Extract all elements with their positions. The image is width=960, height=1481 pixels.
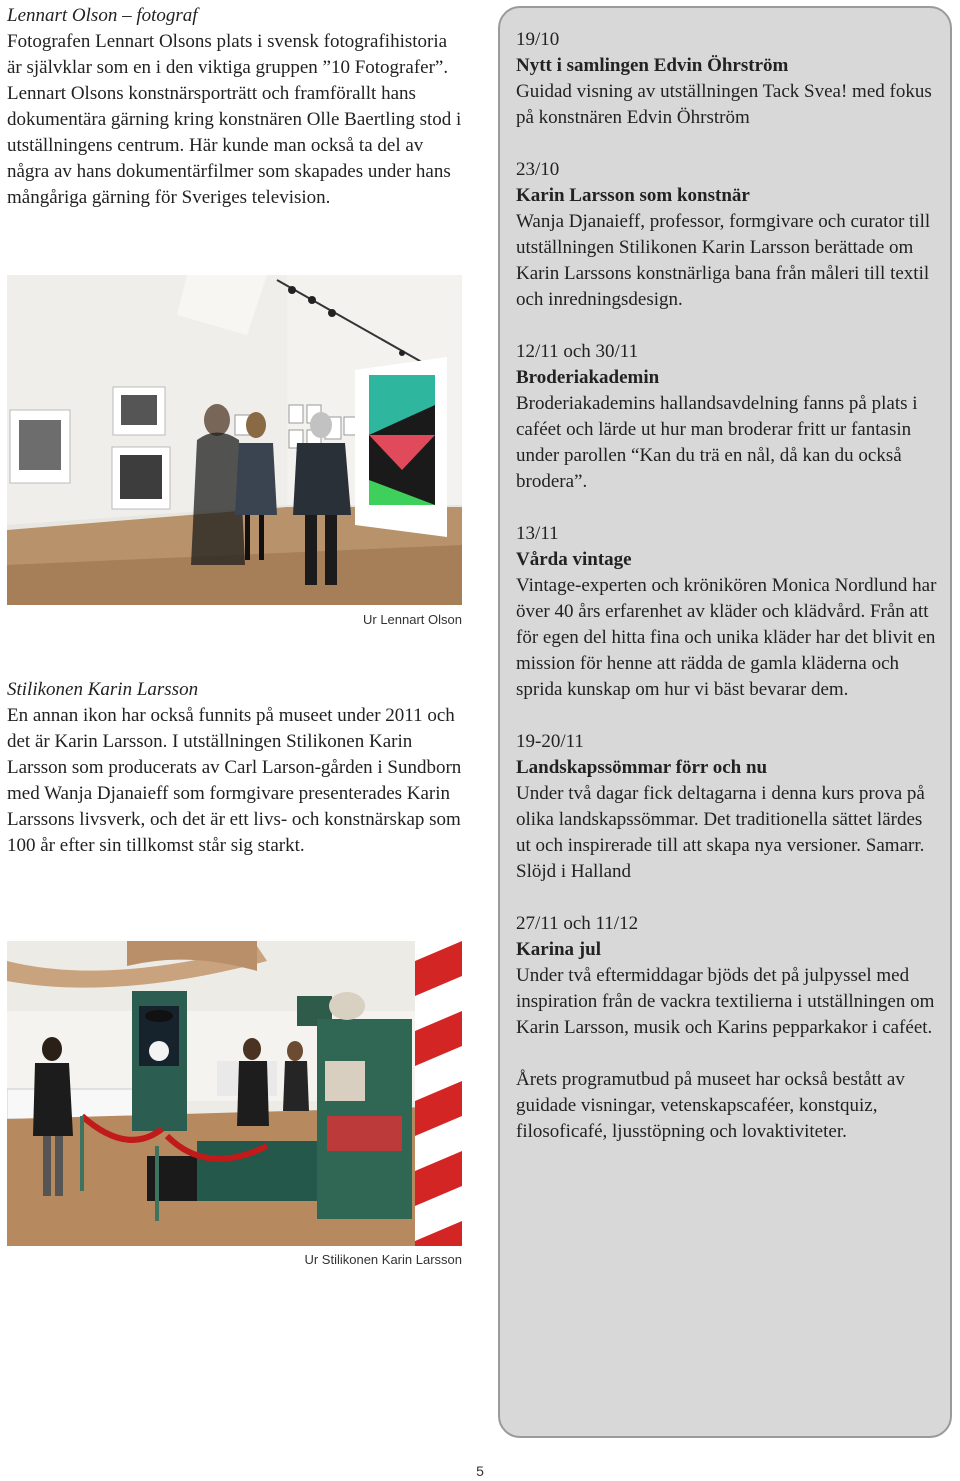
event-title: Landskapssömmar förr och nu	[516, 757, 768, 778]
gallery-photo-illustration	[7, 275, 462, 605]
event-description: Guidad visning av utställningen Tack Svea! med fokus på konstnären Edvin Öhrström	[516, 81, 932, 128]
event-title: Nytt i samlingen Edvin Öhrström	[516, 55, 789, 76]
event-title: Broderiakademin	[516, 367, 660, 388]
event-date: 23/10	[516, 159, 560, 180]
section-stilikonen	[7, 677, 462, 859]
event-title: Karin Larsson som konstnär	[516, 185, 750, 206]
event-description: Under två eftermiddagar bjöds det på julpyssel med inspiration från de vackra textilierna i utställningen om Karin Larsson, musik och Karins pepparkakor i caféet.	[516, 965, 935, 1038]
section-body: Fotografen Lennart Olsons plats i svensk fotografihistoria är självklar som en i den viktiga gruppen ”10 Fotografer”. Lennart Olsons konstnärsporträtt och framförallt hans dokumentära gärning kring konstnären Olle Baertling stod i utställningens centrum. Här kunde man också ta del av några av hans dokumentärfilmer som skapades under hans mångåriga gärning för Sveriges television.	[7, 31, 462, 208]
event-title: Karina jul	[516, 939, 601, 960]
event-date: 27/11 och 11/12	[516, 913, 639, 934]
event-item	[516, 27, 940, 131]
event-date: 12/11 och 30/11	[516, 341, 639, 362]
section-title: Lennart Olson – fotograf	[7, 5, 198, 26]
gallery-photo-lennart-olson	[7, 275, 462, 605]
section-lennart-olson	[7, 3, 462, 211]
event-item	[516, 339, 940, 495]
section-title: Stilikonen Karin Larsson	[7, 679, 199, 700]
photo-caption: Ur Stilikonen Karin Larsson	[304, 1252, 462, 1267]
photo-caption: Ur Lennart Olson	[363, 612, 462, 627]
event-item	[516, 911, 940, 1041]
event-description: Under två dagar fick deltagarna i denna kurs prova på olika landskapssömmar. Det traditionella sättet lärdes ut och inspirerade till att skapa nya versioner. Samarr. Slöjd i Halland	[516, 783, 925, 882]
event-description: Broderiakademins hallandsavdelning fanns på plats i caféet och lärde ut hur man broderar fritt ur fantasin under parollen “Kan du trä en nål, då kan du också brodera”.	[516, 393, 918, 492]
exhibition-photo-karin-larsson	[7, 941, 462, 1246]
event-description: Wanja Djanaieff, professor, formgivare och curator till utställningen Stilikonen Karin Larsson berättade om Karin Larssons konstnärliga bana från måleri till textil och inredningsdesign.	[516, 211, 931, 310]
event-date: 13/11	[516, 523, 559, 544]
exhibition-photo-illustration	[7, 941, 462, 1246]
closing-paragraph: Årets programutbud på museet har också bestått av guidade visningar, vetenskapscaféer, konstquiz, filosoficafé, ljusstöpning och lovaktiviteter.	[516, 1069, 905, 1142]
event-description: Vintage-experten och krönikören Monica Nordlund har över 40 års erfarenhet av kläder och klädvård. Från att för egen del hitta fina och unika kläder har det blivit en mission för henne att rädda de gamla kläderna och sprida kunskap om hur vi bäst bevarar dem.	[516, 575, 937, 700]
event-item	[516, 157, 940, 313]
event-item	[516, 729, 940, 885]
event-date: 19-20/11	[516, 731, 584, 752]
events-panel	[498, 6, 952, 1438]
section-body: En annan ikon har också funnits på museet under 2011 och det är Karin Larsson. I utställningen Stilikonen Karin Larsson som producerats av Carl Larson-gården i Sundborn med Wanja Djanaieff som formgivare presenterades Karin Larssons livsverk, och det är ett livs- och konstnärskap som 100 år efter sin tillkomst står sig starkt.	[7, 705, 462, 856]
event-item	[516, 521, 940, 703]
event-title: Vårda vintage	[516, 549, 632, 570]
page-number: 5	[476, 1463, 484, 1479]
events-list	[516, 27, 940, 1145]
event-date: 19/10	[516, 29, 560, 50]
